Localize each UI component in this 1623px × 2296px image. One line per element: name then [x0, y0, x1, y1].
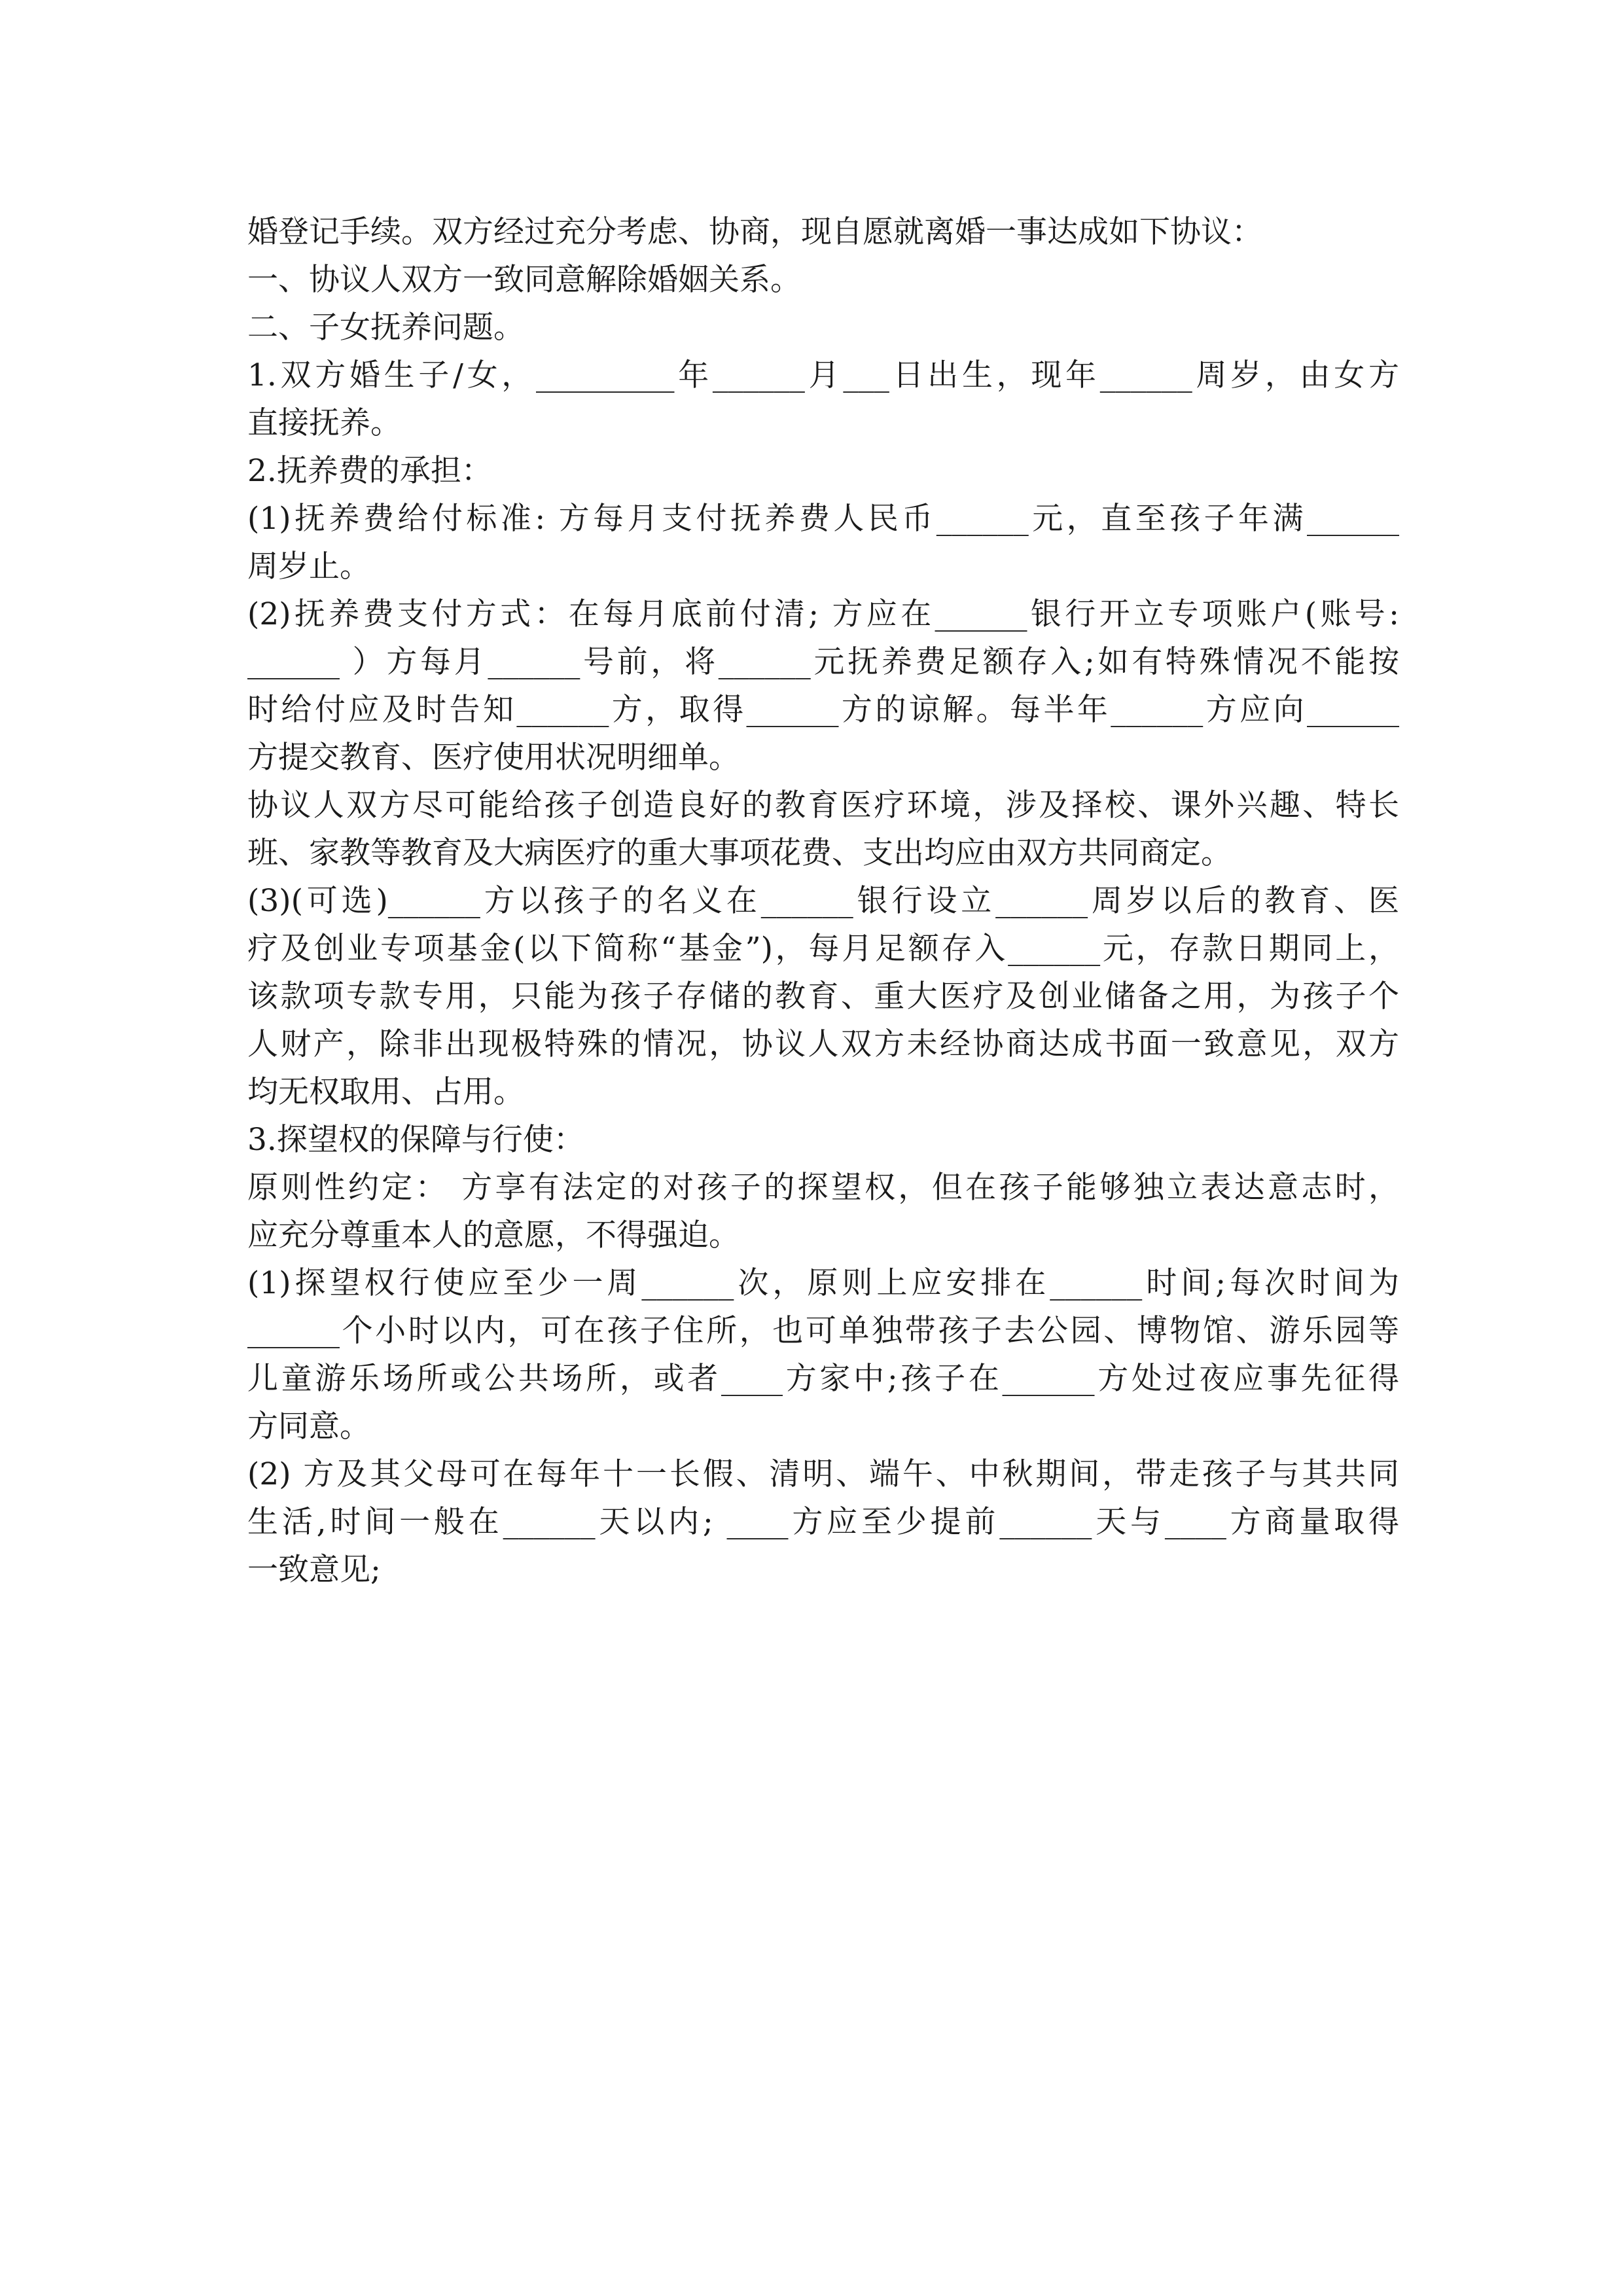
text-line: 方提交教育、医疗使用状况明细单。	[247, 740, 740, 776]
agreement-page	[247, 208, 1399, 1594]
text-line: 原则性约定： 方享有法定的对孩子的探望权，但在孩子能够独立表达意志时，	[247, 1170, 1399, 1206]
text-line: 人财产，除非出现极特殊的情况，协议人双方未经协商达成书面一致意见，双方	[247, 1026, 1399, 1062]
text-line: (2) 方及其父母可在每年十一长假、清明、端午、中秋期间，带走孩子与其共同	[247, 1456, 1399, 1492]
text-line: 时给付应及时告知______方，取得______方的谅解。每半年______方应向______	[247, 692, 1399, 728]
text-line: 协议人双方尽可能给孩子创造良好的教育医疗环境，涉及择校、课外兴趣、特长	[247, 787, 1399, 823]
text-line: 直接抚养。	[247, 405, 401, 441]
text-line: 周岁止。	[247, 548, 370, 584]
text-line: 1.双方婚生子/女，_________年______月___日出生，现年______周岁，由女方	[247, 357, 1399, 393]
subclause-heading: 2.抚养费的承担：	[247, 453, 492, 489]
text-line: (1)探望权行使应至少一周______次，原则上应安排在______时间;每次时间为	[247, 1265, 1399, 1301]
text-line: 儿童游乐场所或公共场所，或者____方家中;孩子在______方处过夜应事先征得	[247, 1361, 1399, 1397]
text-line: 该款项专款专用，只能为孩子存储的教育、重大医疗及创业储备之用，为孩子个	[247, 978, 1399, 1014]
text-line: 应充分尊重本人的意愿，不得强迫。	[247, 1217, 740, 1253]
text-line: ______个小时以内，可在孩子住所，也可单独带孩子去公园、博物馆、游乐园等	[247, 1313, 1399, 1349]
subclause-heading: 3.探望权的保障与行使：	[247, 1122, 584, 1158]
text-line: 疗及创业专项基金(以下简称“基金”)，每月足额存入______元，存款日期同上，	[247, 931, 1399, 967]
text-line: 均无权取用、占用。	[247, 1074, 524, 1110]
clause-1-heading: 一、协议人双方一致同意解除婚姻关系。	[247, 262, 801, 298]
text-line: 婚登记手续。双方经过充分考虑、协商，现自愿就离婚一事达成如下协议：	[247, 214, 1262, 250]
clause-2-heading: 二、子女抚养问题。	[247, 310, 524, 346]
text-line: (2)抚养费支付方式：在每月底前付清; 方应在______银行开立专项账户(账号:	[247, 596, 1399, 632]
text-line: (1)抚养费给付标准: 方每月支付抚养费人民币______元，直至孩子年满______	[247, 501, 1399, 537]
text-line: 方同意。	[247, 1408, 370, 1444]
text-line: ______ ）方每月______号前，将______元抚养费足额存入;如有特殊情况不能按	[247, 644, 1399, 680]
text-line: (3)(可选)______方以孩子的名义在______银行设立______周岁以后的教育、医	[247, 883, 1399, 919]
text-line: 班、家教等教育及大病医疗的重大事项花费、支出均应由双方共同商定。	[247, 835, 1232, 871]
text-line: 生活,时间一般在______天以内; ____方应至少提前______天与____方商量取得	[247, 1504, 1399, 1540]
text-line: 一致意见;	[247, 1552, 381, 1588]
